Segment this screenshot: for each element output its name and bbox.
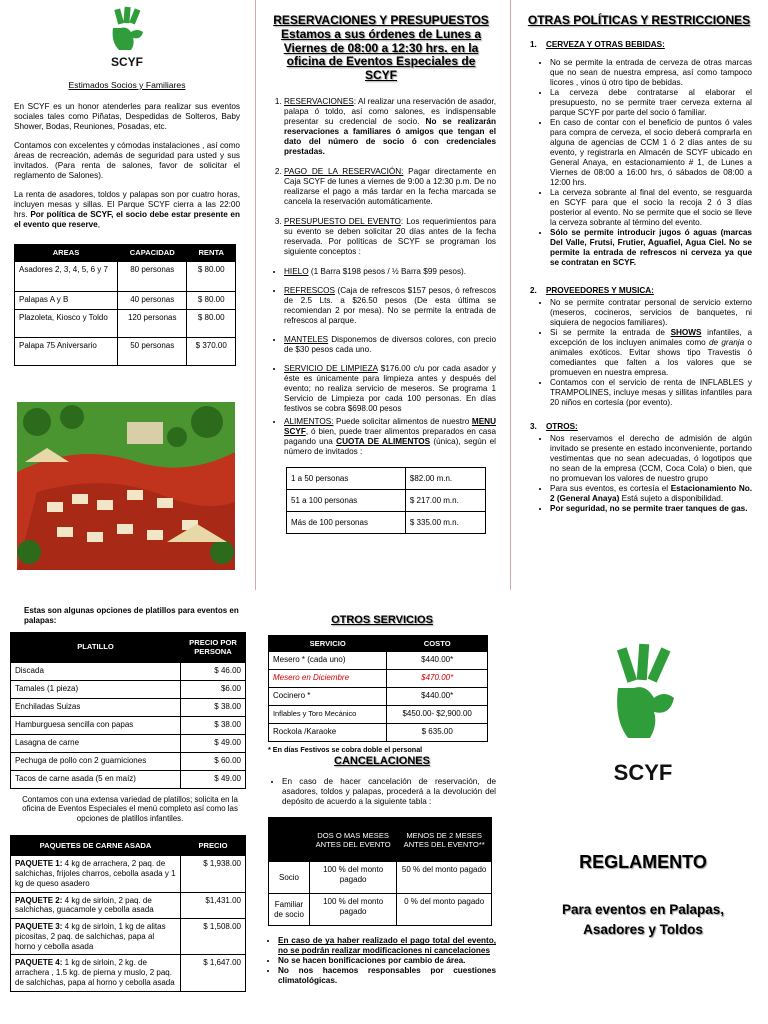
packages-header-name: PAQUETES DE CARNE ASADA — [11, 836, 181, 856]
step-payment: 2. PAGO DE LA RESERVACIÓN: Pagar directamente en Caja SCYF de lunes a viernes de 9:00 a 12:30 p.m. De no realizarse el pago a más tardar en la fecha marcada se cancela la reservación automáticamente. — [284, 167, 496, 207]
table-row: 51 a 100 personas $ 217.00 m.n. — [287, 489, 486, 511]
table-row: Tacos de carne asada (5 en maíz) $ 49.00 — [11, 770, 246, 788]
concept-food: • ALIMENTOS: Puede solicitar alimentos de nuestro MENU SCYF, ó bien, puede traer alimentos preparados en casa pagando una CUOTA DE ALIMENTOS (única), según el número de invitados : — [284, 417, 496, 457]
area-name: Plazoleta, Kiosco y Toldo — [15, 309, 118, 337]
facilities-paragraph: Contamos con excelentes y cómodas instalaciones , así como áreas de recreación, además de seguridad para usted y sus invitados. (Para renta de salones, favor de solicitar el reglamento de Salones). — [14, 141, 240, 181]
area-name: Palapa 75 Aniversario — [15, 337, 118, 365]
dishes-table — [10, 632, 246, 789]
table-row: Hamburguesa sencilla con papas $ 38.00 — [11, 716, 246, 734]
area-capacity: 50 personas — [118, 337, 187, 365]
list-item: • Si se permite la entrada de SHOWS infantiles, a excepción de los incluyen animales como de granja o animales exóticos. Evitar shows tipo Travestis ó comediantes que falten a los valores que se promueven en nuestra empresa. — [550, 328, 752, 378]
area-rent: $ 80.00 — [187, 261, 236, 291]
list-item: • Nos reservamos el derecho de admisión de algún invitado se presente en estado inconveniente, portando vestimentas que no sean adecuadas, ó logotipos que no sean de la empresa (CCM, Coca Cola) o bien, que no promuevan los valores de nuestro grupo — [550, 434, 752, 484]
areas-header-rent: RENTA — [187, 245, 236, 261]
cover-section — [530, 640, 756, 940]
step-reservations: 1. RESERVACIONES: Al realizar una reservación de asador, palapa ó toldo, así como salones, es indispensable presentar su credencial de socio. No se realizarán reservaciones a familiares ó amigos que tengan el dato del número de socio ó con credenciales prestadas. — [284, 97, 496, 157]
table-row: Tamales (1 pieza) $6.00 — [11, 680, 246, 698]
areas-header-area: AREAS — [15, 245, 118, 261]
table-row — [15, 309, 236, 337]
other-rules — [526, 434, 752, 514]
logo-large-text: SCYF — [613, 760, 673, 785]
list-item: • La cerveza debe contratarse al elaborar el presupuesto, no se permite traer cerveza externa al parque SCYF por parte del socio ó familiar. — [550, 88, 752, 118]
cancellation-notes: • En caso de ya haber realizado el pago total del evento, no se podrán realizar modificaciones ni cancelaciones • No se hacen bonificaciones por cambio de área. • No nos hacemos responsables por cuestiones climatológicas. — [268, 936, 496, 986]
right-panel — [526, 14, 752, 517]
area-rent: $ 370.00 — [187, 337, 236, 365]
concept-soda: • REFRESCOS (Caja de refrescos $157 pesos, ó refrescos de 2.5 Lts. a $26.50 pesos (De esta última se recomiendan 2 por mesa). No se permite la entrada de refrescos al parque. — [284, 286, 496, 326]
scyf-logo-icon — [97, 6, 157, 68]
budget-concepts — [266, 267, 496, 457]
table-row: Familiar de socio 100 % del monto pagado 0 % del monto pagado — [269, 894, 492, 926]
table-row: Rockola /Karaoke $ 635.00 — [269, 723, 488, 741]
table-row: Mesero * (cada uno) $440.00* — [269, 651, 488, 669]
table-row: Enchiladas Suizas $ 38.00 — [11, 698, 246, 716]
packages-header-price: PRECIO — [181, 836, 246, 856]
dishes-header-name: PLATILLO — [11, 632, 181, 662]
vendor-rules — [526, 298, 752, 408]
dishes-note: Contamos con una extensa variedad de platillos; solicita en la oficina de Eventos Especiales el menú completo así como las opciones de platillos infantiles. — [22, 794, 238, 823]
cancellations-title: CANCELACIONES — [334, 754, 430, 767]
cover-logo — [598, 640, 688, 790]
dishes-header-price: PRECIO POR PERSONA — [181, 632, 246, 662]
table-row: Inflables y Toro Mecánico $450.00- $2,900.00 — [269, 705, 488, 723]
list-item: • No se permite contratar personal de servicio externo (meseros, cocineros, servicios de banquetes, ni siquiera de negocios familiares). — [550, 298, 752, 328]
bbq-packages-table — [10, 835, 246, 991]
services-header-cost: COSTO — [387, 635, 488, 651]
middle-panel — [266, 14, 496, 534]
list-item: • Por seguridad, no se permite traer tanques de gas. — [550, 504, 752, 514]
table-row: Discada $ 46.00 — [11, 662, 246, 680]
left-panel — [14, 6, 240, 366]
table-row — [15, 337, 236, 365]
area-capacity: 40 personas — [118, 291, 187, 309]
cancellation-table: DOS O MAS MESES ANTES DEL EVENTO MENOS DE 2 MESES ANTES DEL EVENTO** Socio 100 % del monto pagado 50 % del monto pagado Familiar de socio 100 % del monto pagado 0 % del monto pagado — [268, 817, 492, 926]
list-item: • Para sus eventos, es cortesía el Estacionamiento No. 2 (General Anaya) Está sujeto a disponibilidad. — [550, 484, 752, 504]
table-row: Socio 100 % del monto pagado 50 % del monto pagado — [269, 862, 492, 894]
intro-paragraph: En SCYF es un honor atenderles para realizar sus eventos sociales tales como Piñatas, Despedidas de Solteros, Baby Shower, Bodas, Reuniones, Posadas, etc. — [14, 102, 240, 132]
food-fee-table — [286, 467, 486, 534]
services-table — [268, 635, 488, 742]
reservation-steps — [266, 97, 496, 257]
table-row: Cocinero * $440.00* — [269, 687, 488, 705]
table-row: Lasagna de carne $ 49.00 — [11, 734, 246, 752]
list-item: • La cerveza sobrante al final del evento, se resguarda en SCYF para que el socio la recoja 2 ó 3 días posterior al evento. No se permite que el socio se lleve la cerveza sobrante al término del evento. — [550, 188, 752, 228]
park-illustration — [17, 402, 235, 570]
areas-header-capacity: CAPACIDAD — [118, 245, 187, 261]
regulation-subtitle: Para eventos en Palapas, Asadores y Toldos — [561, 901, 725, 938]
area-name: Palapas A y B — [15, 291, 118, 309]
section-vendors-title: 2. PROVEEDORES Y MUSICA: — [530, 285, 654, 295]
table-row: PAQUETE 2: 4 kg de sirloin, 2 paq. de salchichas, guacamole y cebolla asada $1,431.00 — [11, 892, 246, 919]
table-row: 1 a 50 personas $82.00 m.n. — [287, 467, 486, 489]
table-row: PAQUETE 3: 4 kg de sirloin, 1 kg de alitas picositas, 2 paq. de salchichas, papa al horno y cebolla asada $ 1,508.00 — [11, 919, 246, 955]
regulation-title: REGLAMENTO — [579, 852, 707, 872]
table-row — [15, 261, 236, 291]
table-row: Más de 100 personas $ 335.00 m.n. — [287, 511, 486, 533]
concept-cleaning: • SERVICIO DE LIMPIEZA $176.00 c/u por cada asador y éste es únicamente para limpieza antes y después del evento; no realiza servicio de meseros. Se programa 1 Servicio de Limpieza por cada 100 personas. En días festivos se cobra $698.00 pesos — [284, 364, 496, 414]
beer-rules — [526, 58, 752, 268]
list-item: • Sólo se permite introducir jugos ó aguas (marcas Del Valle, Frutsi, Frutier, Aguafiel, Agua Ciel. No se permite la entrada de refrescos ni cerveza ya que se contratan en SCYF. — [550, 228, 752, 268]
table-row: Pechuga de pollo con 2 guarniciones $ 60.00 — [11, 752, 246, 770]
concept-ice: • HIELO (1 Barra $198 pesos / ½ Barra $99 pesos). — [284, 267, 496, 277]
dishes-intro: Estas son algunas opciones de platillos para eventos en palapas: — [24, 606, 239, 625]
area-capacity: 80 personas — [118, 261, 187, 291]
section-beer-title: 1. CERVEZA Y OTRAS BEBIDAS: — [530, 39, 665, 49]
logo-text: SCYF — [110, 55, 144, 68]
greeting: Estimados Socios y Familiares — [68, 80, 186, 90]
section-others-title: 3. OTROS: — [530, 421, 578, 431]
reservations-title: RESERVACIONES Y PRESUPUESTOS Estamos a sus órdenes de Lunes a Viernes de 08:00 a 12:30 hrs. en la oficina de Eventos Especiales de SCYF — [273, 13, 489, 83]
list-item: • Contamos con el servicio de renta de INFLABLES y TRAMPOLINES, incluye mesas y sillitas infantiles para 20 niños en cortesía (por evento). — [550, 378, 752, 408]
area-capacity: 120 personas — [118, 309, 187, 337]
services-title: OTROS SERVICIOS — [331, 614, 433, 626]
table-row — [15, 291, 236, 309]
area-rent: $ 80.00 — [187, 291, 236, 309]
areas-table — [14, 244, 236, 365]
list-item: • En caso de contar con el beneficio de puntos ó vales para compra de cerveza, el socio deberá comprarla en alguna de agencias de CCM 1 ó 2 días antes de su evento, y registrarla en Almacén de SCYF ubicado en General Anaya, en estacionamiento # 1, de Lunes a Viernes de 08:00 a 16:00 hrs, ó sábados de 08:00 a 12:00 hrs. — [550, 118, 752, 188]
area-name: Asadores 2, 3, 4, 5, 6 y 7 — [15, 261, 118, 291]
cancellation-intro: • En caso de hacer cancelación de reservación, de asadores, toldos y palapas, procederá a la devolución del depósito de acuerdo a la siguiente tabla : — [268, 777, 496, 807]
concept-tablecloths: • MANTELES Disponemos de diversos colores, con precio de $30 pesos cada uno. — [284, 335, 496, 355]
step-budget: 3. PRESUPUESTO DEL EVENTO: Los requerimientos para su evento se deben solicitar 20 días antes de la fecha reservada. Por políticas de SCYF se programan los siguiente conceptos : — [284, 217, 496, 257]
scyf-logo — [97, 6, 157, 68]
area-rent: $ 80.00 — [187, 309, 236, 337]
scyf-logo-large-icon — [598, 640, 688, 790]
services-header-service: SERVICIO — [269, 635, 387, 651]
dishes-section — [10, 606, 250, 992]
policies-title: OTRAS POLÍTICAS Y RESTRICCIONES — [527, 13, 751, 27]
park-map-image — [17, 402, 235, 570]
table-row: Mesero en Diciembre $470.00* — [269, 669, 488, 687]
holiday-footnote: * En días Festivos se cobra doble el personal — [268, 744, 423, 754]
table-row: PAQUETE 4: 1 kg de sirloin, 2 kg. de arrachera , 1.5 kg. de pierna y muslo, 2 paq. de salchichas, papa al horno y cebolla asada $ 1,647.00 — [11, 955, 246, 991]
list-item: • No se permite la entrada de cerveza de otras marcas que no sean de nuestra empresa, así como tampoco licores , vinos ú otro tipo de bebidas. — [550, 58, 752, 88]
services-section — [268, 614, 496, 986]
policy-paragraph: La renta de asadores, toldos y palapas son por cuatro horas, incluyen mesas y sillas. El Parque SCYF cierra a las 22:00 hrs. Por política de SCYF, el socio debe estar presente en el evento que reserve, — [14, 190, 240, 230]
table-row: PAQUETE 1: 4 kg de arrachera, 2 paq. de salchichas, frijoles charros, cebolla asada y 1 kg de queso asadero $ 1,938.00 — [11, 856, 246, 892]
